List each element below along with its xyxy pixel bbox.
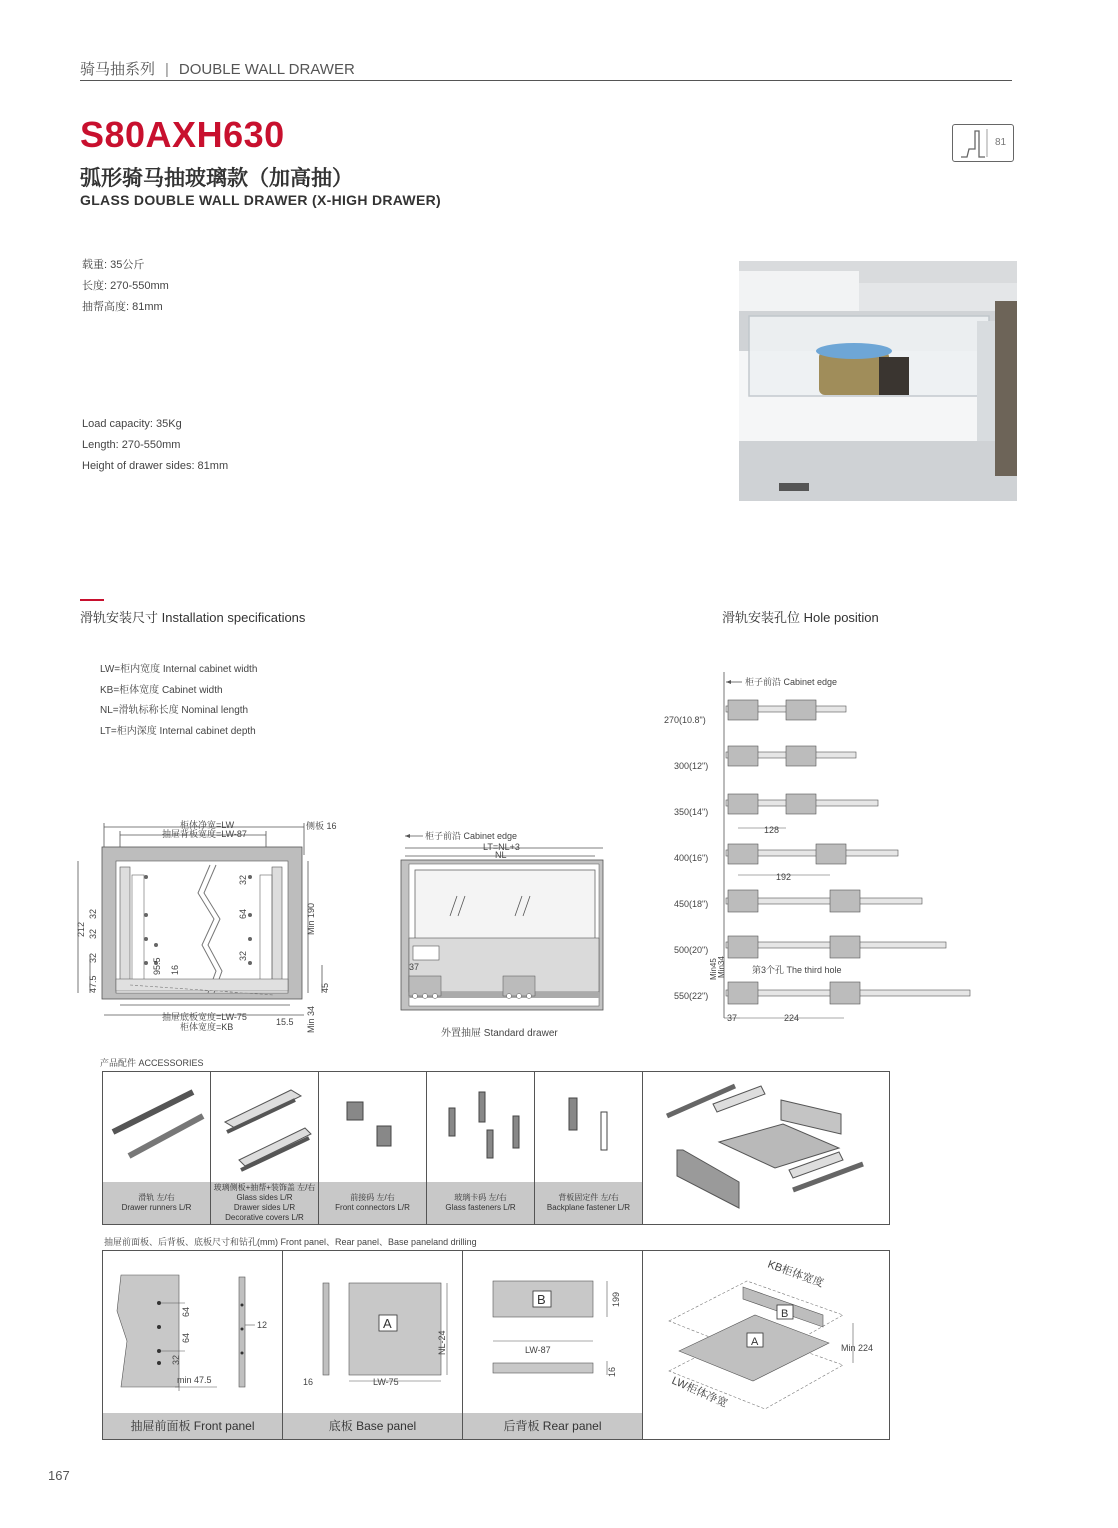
iso-cell — [643, 1251, 889, 1439]
dim-min-190: Min 190 — [306, 902, 316, 935]
hole-min-45: Min45 — [709, 958, 718, 980]
front-dim-12: 12 — [257, 1320, 268, 1330]
dim-15-5: 15.5 — [276, 1017, 294, 1027]
spec-height-en: Height of drawer sides: 81mm — [82, 460, 229, 472]
side-nl: NL — [495, 850, 507, 860]
front-view-drawing — [70, 815, 350, 1040]
dim-lw: 柜体净宽=LW — [180, 820, 235, 830]
side-view-drawing — [395, 826, 610, 1026]
side-cabinet-edge: 柜子前沿 Cabinet edge — [425, 831, 518, 841]
accessory-glass-sides-en3: Decorative covers L/R — [225, 1213, 304, 1222]
dim-16: 16 — [170, 964, 180, 975]
product-photo — [739, 261, 1017, 501]
accessory-front-connectors-label — [319, 1182, 426, 1224]
header-separator: | — [165, 61, 169, 78]
base-panel-label: 底板 Base panel — [283, 1413, 462, 1439]
hole-len-500: 500(20") — [674, 945, 709, 955]
page-header — [80, 58, 355, 79]
dim-64: 64 — [238, 908, 248, 919]
front-dim-64-a: 64 — [181, 1306, 191, 1317]
spec-height-zh: 抽帮高度: 81mm — [82, 301, 163, 313]
glass-fastener-icon — [427, 1072, 533, 1182]
accessory-front-connectors-zh: 前接码 左/右 — [350, 1193, 395, 1202]
dim-212: 212 — [76, 921, 86, 937]
base-letter: A — [383, 1316, 392, 1331]
legend-nl: NL=滑轨标称长度 Nominal length — [100, 705, 249, 716]
exploded-drawer-icon — [643, 1072, 889, 1224]
header-rule — [80, 80, 1012, 81]
dim-32-b: 32 — [88, 928, 98, 939]
front-panel-cell — [103, 1251, 283, 1439]
drawer-runners-icon — [103, 1072, 209, 1182]
dim-32-r1: 32 — [238, 874, 248, 885]
base-dim-lw75: LW-75 — [373, 1377, 399, 1387]
side-lt: LT=NL+3 — [483, 842, 520, 852]
dim-32-r2: 32 — [238, 950, 248, 961]
specs-en — [82, 414, 228, 477]
hole-len-450: 450(18") — [674, 899, 709, 909]
side-view-caption: 外置抽屉 Standard drawer — [441, 1028, 558, 1039]
dim-kb: 柜体宽度=KB — [180, 1022, 234, 1032]
accessory-backplane-fastener-label — [535, 1182, 642, 1224]
dim-lw87: 抽屉背板宽度=LW-87 — [162, 829, 247, 839]
backplane-fastener-icon — [535, 1072, 641, 1182]
badge-height: 81 — [995, 137, 1007, 148]
accessory-exploded-view — [643, 1072, 889, 1224]
glass-sides-icon — [211, 1072, 317, 1182]
runner-row-300 — [726, 746, 856, 766]
iso-letter-a: A — [751, 1336, 759, 1348]
dim-32-c: 32 — [88, 908, 98, 919]
dim-side-panel: 侧板 16 — [306, 821, 337, 831]
rear-letter: B — [537, 1292, 546, 1307]
dim-min-34: Min 34 — [306, 1005, 316, 1033]
dim-95-5: 95.5 — [152, 957, 162, 975]
front-dim-min: min 47.5 — [177, 1375, 212, 1385]
section-accent — [80, 599, 104, 601]
panels-title: 抽屉前面板、后背板、底板尺寸和钻孔(mm) Front panel、Rear panel、Base paneland drilling — [104, 1237, 477, 1247]
runner-row-500 — [726, 936, 946, 958]
accessory-glass-fasteners-label — [427, 1182, 534, 1224]
accessory-front-connectors — [319, 1072, 427, 1224]
hole-len-550: 550(22") — [674, 991, 709, 1001]
dimension-legend — [100, 660, 257, 742]
iso-min-224: Min 224 — [841, 1343, 874, 1353]
accessory-front-connectors-en: Front connectors L/R — [335, 1203, 410, 1212]
accessory-glass-fasteners — [427, 1072, 535, 1224]
legend-lt: LT=柜内深度 Internal cabinet depth — [100, 725, 256, 737]
dim-32-a: 32 — [88, 952, 98, 963]
iso-kb: KB柜体宽度 — [765, 1258, 826, 1290]
specs-zh — [82, 255, 169, 318]
hole-third-hole: 第3个孔 The third hole — [752, 965, 842, 975]
hole-dim-128: 128 — [764, 825, 780, 835]
spec-load-zh: 载重: 35公斤 — [82, 259, 145, 271]
accessory-runners-label — [103, 1182, 210, 1224]
accessory-backplane-fastener-zh: 背板固定件 左/右 — [558, 1193, 619, 1202]
hole-position-diagram — [660, 668, 980, 1028]
rear-dim-lw87: LW-87 — [525, 1345, 551, 1355]
accessory-runners-en: Drawer runners L/R — [121, 1203, 192, 1212]
accessory-backplane-fastener — [535, 1072, 643, 1224]
product-title-en: GLASS DOUBLE WALL DRAWER (X-HIGH DRAWER) — [80, 192, 441, 208]
panels-table — [102, 1250, 890, 1440]
hole-cabinet-edge: 柜子前沿 Cabinet edge — [745, 677, 838, 687]
page-number: 167 — [48, 1468, 70, 1483]
front-dim-64-b: 64 — [181, 1332, 191, 1343]
accessory-glass-sides-en1: Glass sides L/R — [236, 1193, 293, 1202]
accessory-glass-fasteners-zh: 玻璃卡码 左/右 — [454, 1193, 507, 1202]
accessory-runners — [103, 1072, 211, 1224]
rear-dim-199: 199 — [611, 1291, 621, 1307]
product-model: S80AXH630 — [80, 114, 285, 155]
front-dim-32: 32 — [171, 1354, 181, 1365]
accessories-title: 产品配件 ACCESSORIES — [100, 1058, 204, 1068]
dim-45: 45 — [320, 982, 330, 993]
accessory-glass-fasteners-en: Glass fasteners L/R — [445, 1203, 516, 1212]
accessory-backplane-fastener-en: Backplane fastener L/R — [546, 1203, 631, 1212]
hole-len-400: 400(16") — [674, 853, 709, 863]
accessory-runners-zh: 滑轨 左/右 — [138, 1193, 175, 1202]
hole-position-title: 滑轨安装孔位 Hole position — [722, 610, 879, 625]
hole-len-300: 300(12") — [674, 761, 709, 771]
hole-dim-37: 37 — [727, 1013, 738, 1023]
legend-lw: LW=柜内宽度 Internal cabinet width — [100, 664, 258, 675]
runner-row-270 — [726, 700, 846, 720]
rear-panel-label: 后背板 Rear panel — [463, 1413, 642, 1439]
dim-47-5: 47.5 — [88, 975, 98, 993]
base-dim-16: 16 — [303, 1377, 314, 1387]
base-dim-nl24: NL-24 — [437, 1330, 447, 1355]
accessory-glass-sides-label — [211, 1182, 318, 1224]
dim-lw75: 抽屉底板宽度=LW-75 — [162, 1012, 247, 1022]
installation-title: 滑轨安装尺寸 Installation specifications — [80, 610, 306, 625]
runner-row-450 — [726, 890, 922, 912]
front-panel-label: 抽屉前面板 Front panel — [103, 1413, 282, 1439]
hole-dim-192: 192 — [776, 872, 792, 882]
spec-load-en: Load capacity: 35Kg — [82, 418, 182, 430]
accessories-table — [102, 1071, 890, 1225]
hole-len-270: 270(10.8") — [664, 715, 706, 725]
runner-row-550 — [724, 982, 970, 1018]
runner-row-400 — [726, 844, 898, 875]
side-37: 37 — [409, 962, 420, 972]
rear-dim-16: 16 — [607, 1366, 617, 1377]
rear-panel-cell — [463, 1251, 643, 1439]
height-badge — [952, 124, 1014, 162]
rear-panel-drawing — [463, 1251, 643, 1413]
hole-min-34: Min34 — [717, 956, 726, 978]
front-panel-drawing — [103, 1251, 283, 1413]
product-title-zh: 弧形骑马抽玻璃款（加高抽） — [80, 167, 353, 190]
base-panel-drawing — [283, 1251, 463, 1413]
accessory-glass-sides — [211, 1072, 319, 1224]
legend-kb: KB=柜体宽度 Cabinet width — [100, 684, 223, 696]
front-connector-icon — [319, 1072, 425, 1182]
series-zh: 骑马抽系列 — [80, 61, 156, 78]
spec-length-zh: 长度: 270-550mm — [82, 280, 169, 292]
drawer-profile-icon — [955, 125, 995, 161]
iso-drawing — [643, 1251, 889, 1437]
iso-lw: LW柜体净宽 — [669, 1374, 730, 1411]
spec-length-en: Length: 270-550mm — [82, 439, 181, 451]
series-en: DOUBLE WALL DRAWER — [178, 61, 355, 78]
accessory-glass-sides-zh: 玻璃侧板+抽帮+装饰盖 左/右 — [213, 1183, 316, 1192]
hole-dim-224: 224 — [784, 1013, 800, 1023]
runner-row-350 — [726, 794, 878, 828]
iso-letter-b: B — [781, 1308, 789, 1320]
base-panel-cell — [283, 1251, 463, 1439]
accessory-glass-sides-en2: Drawer sides L/R — [233, 1203, 296, 1212]
hole-len-350: 350(14") — [674, 807, 709, 817]
